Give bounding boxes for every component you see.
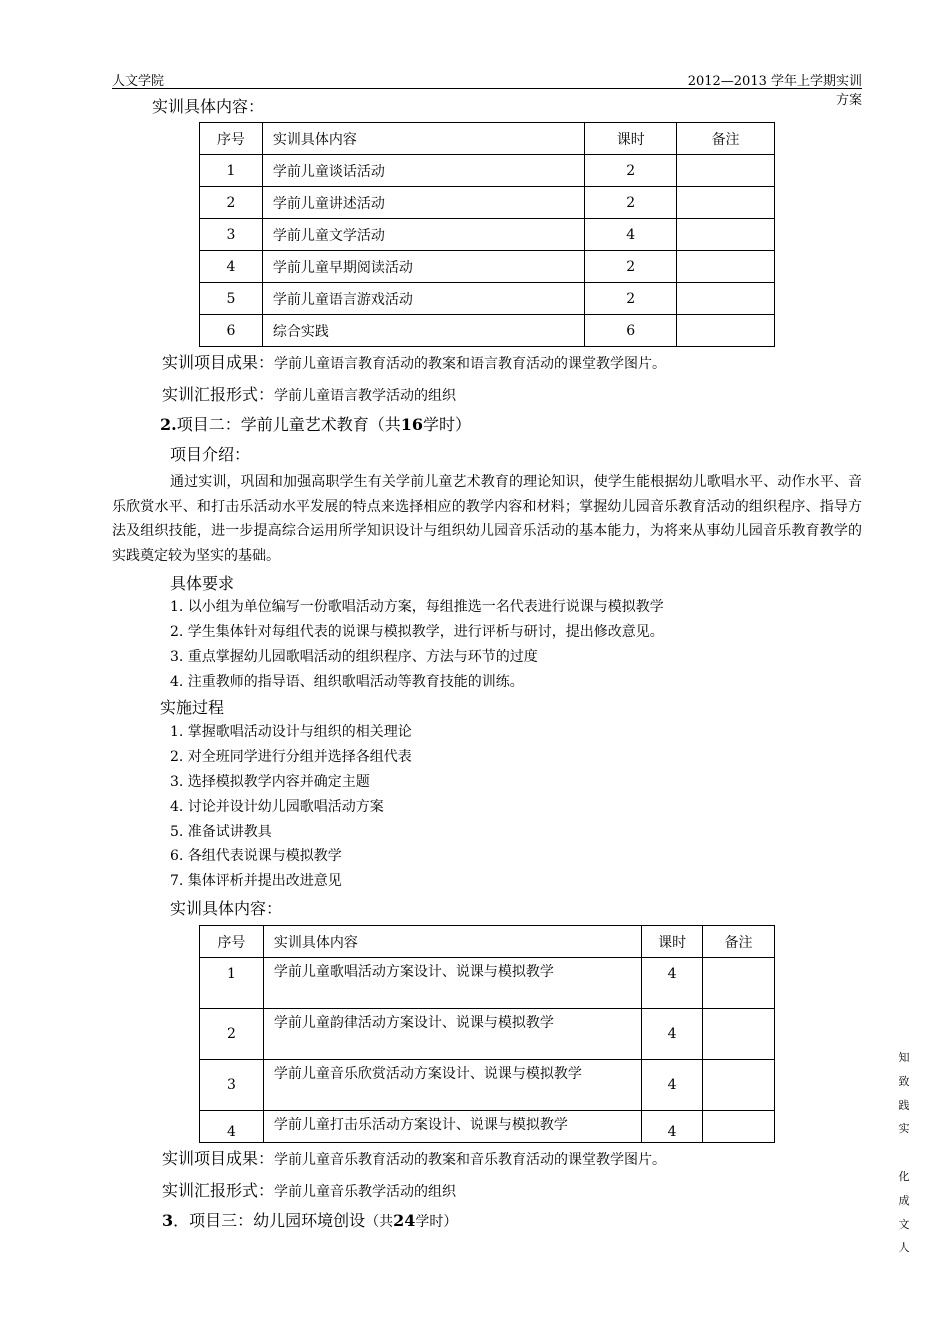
row-hours: 4 [642,1009,703,1060]
report-text: 学前儿童音乐教学活动的组织 [274,1184,457,1200]
list-item: 2. 学生集体针对每组代表的说课与模拟教学，进行评析与研讨，提出修改意见。 [170,623,664,640]
row-note [703,1060,775,1111]
section3-title-text: ．项目三：幼儿园环境创设 [173,1211,366,1230]
process-label: 实施过程 [160,698,225,717]
list-item: 4. 讨论并设计幼儿园歌唱活动方案 [170,798,384,815]
row-content: 学前儿童谈话活动 [262,155,584,187]
section1-content-label: 实训具体内容： [152,97,265,116]
table-row [200,155,775,187]
result-label: 实训项目成果： [162,353,275,372]
section3-num: 3 [162,1211,174,1230]
report-text: 学前儿童语言教学活动的组织 [274,388,457,404]
list-item: 5. 准备试讲教具 [170,823,272,840]
list-item: 7. 集体评析并提出改进意见 [170,873,342,890]
list-item: 6. 各组代表说课与模拟教学 [170,848,342,865]
row-no: 2 [200,187,263,219]
side-char: 知 [898,1051,910,1064]
intro-label: 项目介绍： [170,445,251,464]
header-no: 序号 [200,123,263,155]
row-hours: 4 [642,1111,703,1143]
process-list [170,720,412,894]
list-item: 1. 以小组为单位编写一份歌唱活动方案，每组推选一名代表进行说课与模拟教学 [170,599,664,615]
row-no: 5 [200,283,263,315]
row-hours: 4 [642,958,703,1009]
row-note [703,958,775,1009]
section2-result [162,1146,666,1169]
header-content: 实训具体内容 [263,926,641,958]
side-char: 文 [898,1217,910,1231]
section2-hours: 16 [400,415,423,434]
row-note [677,283,775,315]
report-label: 实训汇报形式： [162,1181,275,1200]
table-row [200,1009,775,1060]
side-char: 化 [898,1169,910,1183]
table-header-row [200,123,775,155]
header-content: 实训具体内容 [262,123,584,155]
row-hours: 2 [585,155,677,187]
table-row [200,1060,775,1111]
table-row [200,958,775,1009]
row-note [703,1009,775,1060]
header-note: 备注 [703,926,775,958]
row-note [677,219,775,251]
side-char: 成 [898,1193,910,1207]
result-text: 学前儿童音乐教育活动的教案和音乐教育活动的课堂教学图片。 [274,1152,667,1168]
row-content: 学前儿童早期阅读活动 [262,251,584,283]
row-content: 学前儿童讲述活动 [262,187,584,219]
row-no: 3 [200,219,263,251]
section3-title [162,1208,457,1231]
report-label: 实训汇报形式： [162,385,275,404]
table-row [200,315,775,347]
row-no: 4 [200,251,263,283]
section3-end: 学时） [415,1214,458,1230]
section2-title-text: 项目二：学前儿童艺术教育（共 [176,415,401,434]
section2-report [162,1178,456,1201]
intro-paragraph: 通过实训，巩固和加强高职学生有关学前儿童艺术教育的理论知识，使学生能根据幼儿歌唱水平、动作水平、音乐欣赏水平、和打击乐活动水平发展的特点来选择相应的教学内容和材料；掌握幼儿园音乐教育活动的组织程序、指导方法及组织技能，进一步提高综合运用所学知识设计与组织幼儿园音乐活动的基本能力，为将来从事幼儿园音乐教育教学的实践奠定较为坚实的基础。 [112,474,862,565]
section3-paren: （共 [365,1214,394,1230]
side-char [897,1141,911,1165]
section1-report [162,382,456,405]
list-item: 3. 重点掌握幼儿园歌唱活动的组织程序、方法与环节的过度 [170,648,538,665]
row-no: 3 [200,1060,264,1111]
side-vertical-text [897,1046,911,1260]
section2-content-label: 实训具体内容： [170,899,283,918]
header-hours: 课时 [642,926,703,958]
row-note [677,251,775,283]
row-content: 学前儿童歌唱活动方案设计、说课与模拟教学 [263,958,641,1009]
table-header-row [200,926,775,958]
row-content: 学前儿童打击乐活动方案设计、说课与模拟教学 [263,1111,641,1143]
row-hours: 4 [642,1060,703,1111]
row-note [677,187,775,219]
section3-hours: 24 [393,1211,416,1230]
row-note [703,1111,775,1143]
side-char: 实 [898,1122,910,1136]
row-hours: 4 [585,219,677,251]
list-item: 3. 选择模拟教学内容并确定主题 [170,773,370,790]
list-item: 2. 对全班同学进行分组并选择各组代表 [170,748,412,765]
row-content: 综合实践 [262,315,584,347]
side-char: 致 [898,1074,910,1088]
list-item: 1. 掌握歌唱活动设计与组织的相关理论 [170,724,412,740]
row-content: 学前儿童音乐欣赏活动方案设计、说课与模拟教学 [263,1060,641,1111]
row-note [677,155,775,187]
result-label: 实训项目成果： [162,1149,275,1168]
table-row [200,1111,775,1143]
header-left: 人文学院 [112,74,165,89]
requirements-list [170,595,664,695]
table-row [200,187,775,219]
row-hours: 2 [585,251,677,283]
row-content: 学前儿童文学活动 [262,219,584,251]
header-hours: 课时 [585,123,677,155]
row-no: 2 [200,1009,264,1060]
row-hours: 2 [585,187,677,219]
header-right: 2012—2013 学年上学期实训方案 [687,74,862,108]
header-divider [112,88,862,89]
row-no: 6 [200,315,263,347]
row-hours: 2 [585,283,677,315]
row-no: 1 [200,958,264,1009]
side-char: 践 [898,1098,910,1112]
table-language-activities [199,122,775,347]
list-item: 4. 注重教师的指导语、组织歌唱活动等教育技能的训练。 [170,673,524,690]
table-music-activities [199,925,775,1143]
requirements-label: 具体要求 [170,574,235,593]
section1-result [162,350,666,373]
table-row [200,251,775,283]
row-no: 4 [200,1111,264,1143]
table-row [200,283,775,315]
row-hours: 6 [585,315,677,347]
header-note: 备注 [677,123,775,155]
row-content: 学前儿童韵律活动方案设计、说课与模拟教学 [263,1009,641,1060]
section2-title-end: 学时） [422,415,471,434]
section2-num: 2. [160,415,177,434]
row-note [677,315,775,347]
header-no: 序号 [200,926,264,958]
result-text: 学前儿童语言教育活动的教案和语言教育活动的课堂教学图片。 [274,356,667,372]
row-no: 1 [200,155,263,187]
row-content: 学前儿童语言游戏活动 [262,283,584,315]
section2-title [160,412,471,435]
table-row [200,219,775,251]
side-char: 人 [898,1241,910,1255]
